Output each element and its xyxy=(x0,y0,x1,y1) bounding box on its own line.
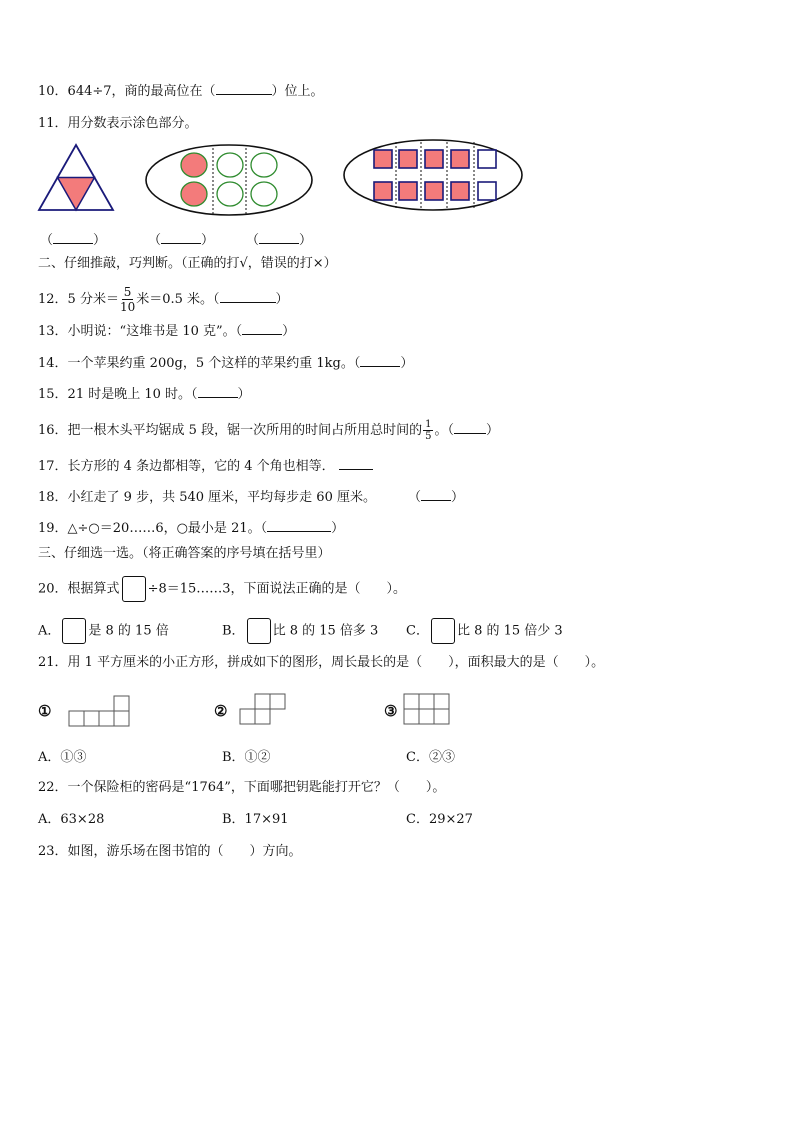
question-19: 19．△÷○＝20……6，○最小是 21。（ ） xyxy=(38,521,345,536)
q22-option-a[interactable]: A．63×28 xyxy=(38,812,105,827)
shape-figure-2 xyxy=(239,692,289,726)
figure-label-3: ③ xyxy=(384,702,398,720)
triangle-figure xyxy=(36,142,116,214)
question-10: 10．644÷7，商的最高位在（ ）位上。 xyxy=(38,84,324,99)
question-12: 12．5 分米＝ $\frac{5}{10}$ 米＝0.5 米。（ ） xyxy=(38,285,289,314)
question-21: 21．用 1 平方厘米的小正方形，拼成如下的图形，周长最长的是（ ），面积最大的是（ ）。 xyxy=(38,655,605,670)
section-2-title: 二、仔细推敲，巧判断。（正确的打√，错误的打×） xyxy=(38,256,337,271)
q22-option-c[interactable]: C．29×27 xyxy=(406,812,473,827)
question-22: 22．一个保险柜的密码是“1764”，下面哪把钥匙能打开它？（ ）。 xyxy=(38,780,446,795)
fraction: $\frac{1}{5}$ xyxy=(425,419,432,442)
answer-blank[interactable] xyxy=(216,82,272,95)
squares-ellipse-figure xyxy=(342,138,526,212)
shape-figure-3 xyxy=(403,692,453,726)
question-18: 18．小红走了 9 步，共 540 厘米，平均每步走 60 厘米。 （ ） xyxy=(38,490,464,505)
q11-answer-1[interactable]: （ ） xyxy=(40,233,107,248)
answer-blank[interactable] xyxy=(360,354,400,367)
q20-option-a[interactable]: A． 是 8 的 15 倍 xyxy=(38,618,169,644)
question-16: 16．把一根木头平均锯成 5 段，锯一次所用的时间占所用总时间的 $\frac{1}{5}$ 。（ ） xyxy=(38,419,499,442)
figure-label-1: ① xyxy=(38,702,52,720)
answer-blank[interactable] xyxy=(242,322,282,335)
blank-box xyxy=(247,618,271,644)
q21-option-b[interactable]: B．①② xyxy=(222,750,271,765)
question-23: 23．如图，游乐场在图书馆的（ ）方向。 xyxy=(38,844,302,859)
question-11: 11．用分数表示涂色部分。 xyxy=(38,116,198,131)
q11-answer-2[interactable]: （ ） xyxy=(148,233,215,248)
blank-box xyxy=(431,618,455,644)
section-3-title: 三、仔细选一选。（将正确答案的序号填在括号里） xyxy=(38,546,331,561)
question-17: 17．长方形的 4 条边都相等，它的 4 个角也相等． xyxy=(38,457,373,476)
question-20: 20．根据算式 ÷8＝15……3，下面说法正确的是（ ）。 xyxy=(38,576,406,602)
q11-answer-3[interactable]: （ ） xyxy=(246,233,313,248)
answer-blank[interactable] xyxy=(454,421,486,434)
q22-option-b[interactable]: B．17×91 xyxy=(222,812,289,827)
question-15: 15．21 时是晚上 10 时。（ ） xyxy=(38,387,251,402)
fraction: $\frac{5}{10}$ xyxy=(119,285,136,314)
q21-option-a[interactable]: A．①③ xyxy=(38,750,87,765)
figure-label-2: ② xyxy=(214,702,228,720)
answer-blank[interactable] xyxy=(339,457,373,470)
question-14: 14．一个苹果约重 200g，5 个这样的苹果约重 1kg。（ ） xyxy=(38,356,414,371)
answer-blank[interactable] xyxy=(267,519,331,532)
blank-box xyxy=(62,618,86,644)
answer-blank[interactable] xyxy=(421,488,451,501)
question-13: 13．小明说：“这堆书是 10 克”。（ ） xyxy=(38,324,296,339)
answer-blank[interactable] xyxy=(220,290,276,303)
shape-figure-1 xyxy=(68,694,132,728)
circles-ellipse-figure xyxy=(144,142,314,218)
q20-option-c[interactable]: C． 比 8 的 15 倍少 3 xyxy=(406,618,563,644)
answer-blank[interactable] xyxy=(198,385,238,398)
q21-option-c[interactable]: C．②③ xyxy=(406,750,455,765)
blank-box xyxy=(122,576,146,602)
q20-option-b[interactable]: B． 比 8 的 15 倍多 3 xyxy=(222,618,378,644)
